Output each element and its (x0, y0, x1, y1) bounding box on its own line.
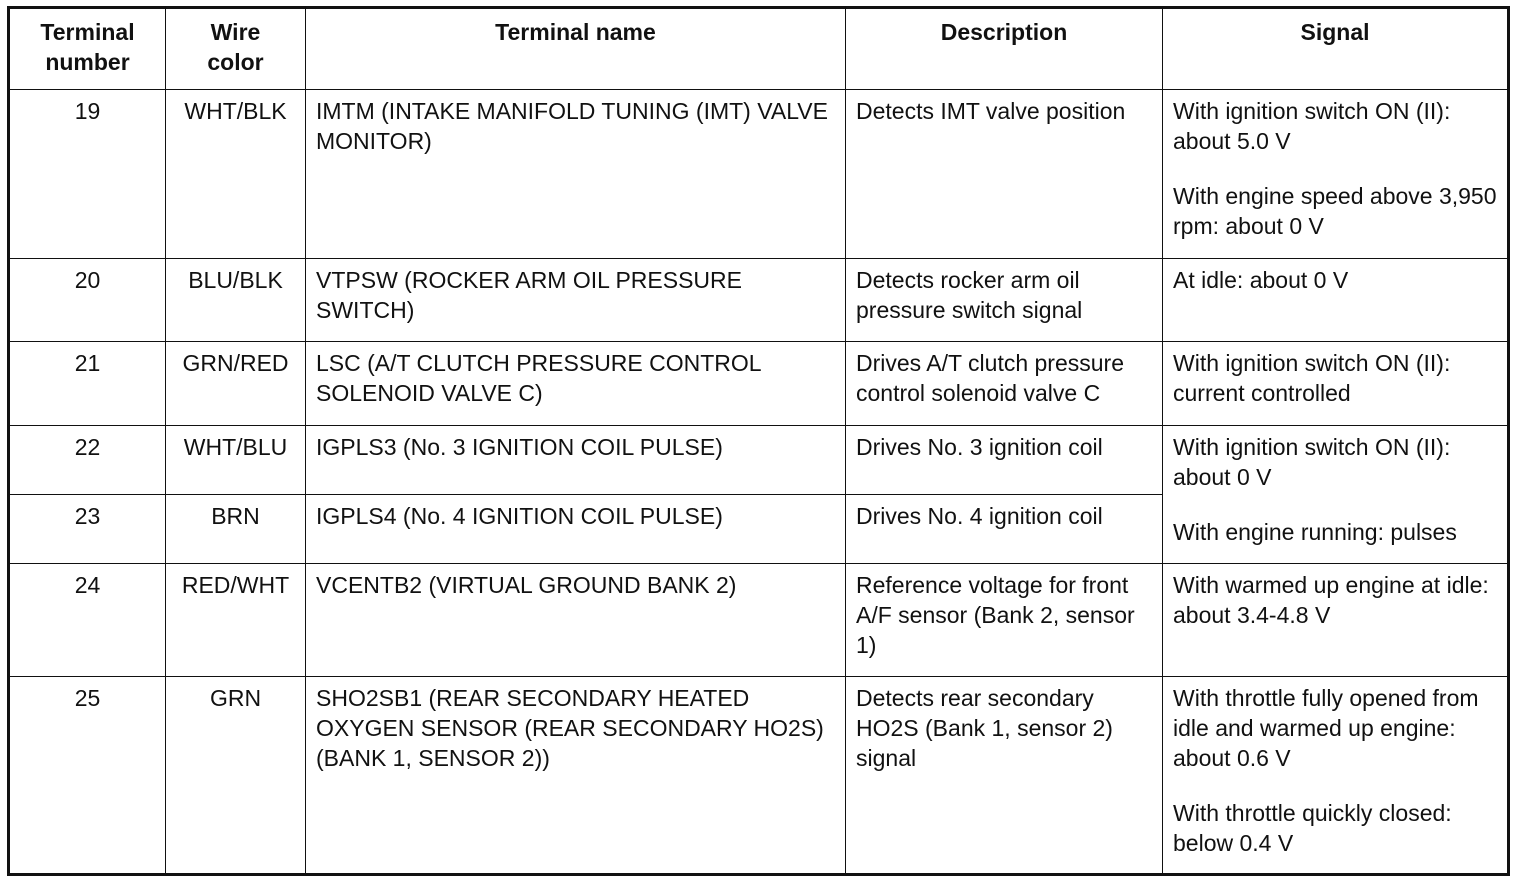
description-cell: Detects IMT valve position (846, 90, 1163, 259)
wire-color-cell: RED/WHT (166, 564, 306, 677)
description-cell: Drives A/T clutch pressure control solenoid valve C (846, 342, 1163, 426)
description-cell: Reference voltage for front A/F sensor (Bank 2, sensor 1) (846, 564, 1163, 677)
table-row (9, 677, 1509, 875)
terminal-name-cell: VTPSW (ROCKER ARM OIL PRESSURE SWITCH) (306, 259, 846, 342)
wire-color-cell: BRN (166, 495, 306, 564)
signal-text: With ignition switch ON (II): about 0 V (1173, 434, 1451, 490)
wire-color-cell: GRN (166, 677, 306, 875)
terminal-number-cell: 23 (9, 495, 166, 564)
terminal-table (7, 6, 1510, 876)
header-row (9, 8, 1509, 90)
description-cell: Drives No. 4 ignition coil (846, 495, 1163, 564)
header-description: Description (846, 8, 1163, 90)
header-signal: Signal (1163, 8, 1509, 90)
signal-cell (1163, 677, 1509, 875)
signal-text: With engine speed above 3,950 rpm: about 0 V (1173, 183, 1497, 239)
terminal-name-cell: VCENTB2 (VIRTUAL GROUND BANK 2) (306, 564, 846, 677)
header-wire-color: Wire color (166, 8, 306, 90)
table-row (9, 564, 1509, 677)
header-terminal-number: Terminal number (9, 8, 166, 90)
description-cell: Drives No. 3 ignition coil (846, 426, 1163, 495)
terminal-name-cell: LSC (A/T CLUTCH PRESSURE CONTROL SOLENOID VALVE C) (306, 342, 846, 426)
table-row (9, 342, 1509, 426)
terminal-number-cell: 19 (9, 90, 166, 259)
table-row (9, 426, 1509, 495)
description-cell: Detects rear secondary HO2S (Bank 1, sensor 2) signal (846, 677, 1163, 875)
terminal-name-cell: IGPLS3 (No. 3 IGNITION COIL PULSE) (306, 426, 846, 495)
signal-cell (1163, 342, 1509, 426)
signal-text: With ignition switch ON (II): current controlled (1173, 350, 1451, 406)
wire-color-cell: GRN/RED (166, 342, 306, 426)
terminal-name-cell: IMTM (INTAKE MANIFOLD TUNING (IMT) VALVE MONITOR) (306, 90, 846, 259)
header-terminal-name: Terminal name (306, 8, 846, 90)
terminal-name-cell: IGPLS4 (No. 4 IGNITION COIL PULSE) (306, 495, 846, 564)
table-row (9, 259, 1509, 342)
terminal-number-cell: 20 (9, 259, 166, 342)
terminal-number-cell: 22 (9, 426, 166, 495)
terminal-number-cell: 25 (9, 677, 166, 875)
signal-cell (1163, 259, 1509, 342)
signal-cell (1163, 426, 1509, 564)
table-row (9, 90, 1509, 259)
terminal-number-cell: 24 (9, 564, 166, 677)
wire-color-cell: WHT/BLK (166, 90, 306, 259)
wire-color-cell: WHT/BLU (166, 426, 306, 495)
signal-text: With ignition switch ON (II): about 5.0 V (1173, 98, 1451, 154)
signal-text: With engine running: pulses (1173, 519, 1457, 545)
signal-cell (1163, 564, 1509, 677)
description-cell: Detects rocker arm oil pressure switch signal (846, 259, 1163, 342)
signal-text: With warmed up engine at idle: about 3.4-4.8 V (1173, 572, 1489, 628)
signal-cell (1163, 90, 1509, 259)
terminal-number-cell: 21 (9, 342, 166, 426)
signal-text: With throttle quickly closed: below 0.4 V (1173, 800, 1452, 856)
terminal-name-cell: SHO2SB1 (REAR SECONDARY HEATED OXYGEN SENSOR (REAR SECONDARY HO2S) (BANK 1, SENSOR 2)) (306, 677, 846, 875)
wire-color-cell: BLU/BLK (166, 259, 306, 342)
signal-text: With throttle fully opened from idle and warmed up engine: about 0.6 V (1173, 685, 1479, 771)
signal-text: At idle: about 0 V (1173, 267, 1349, 293)
